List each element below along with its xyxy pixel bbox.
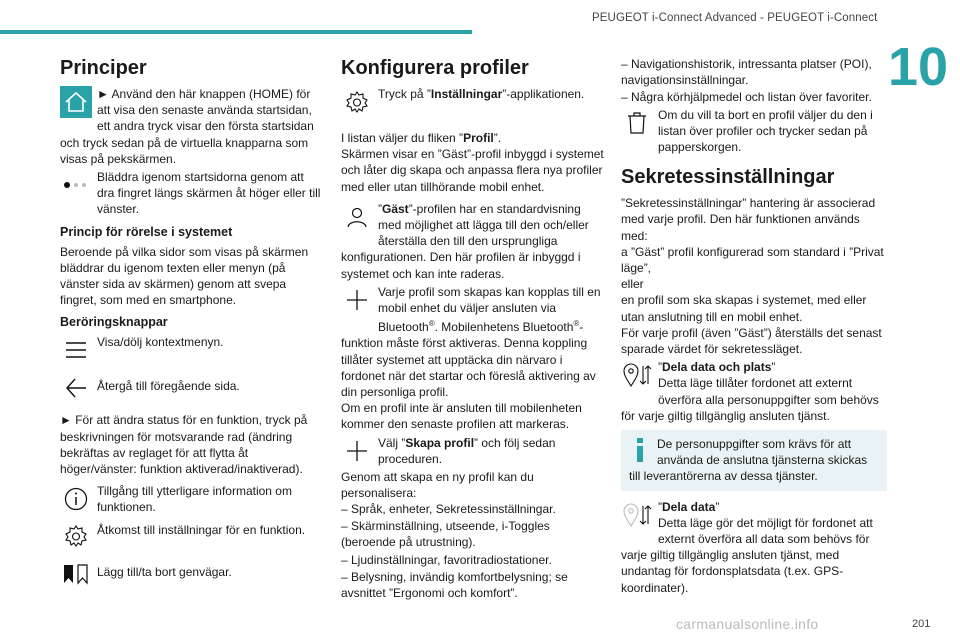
home-paragraph: ► Använd den här knappen (HOME) för att visa den senaste använda startsidan, ett andra tryck visar den första startsidan och tryck sedan på de virtuella knapparna som visas på pekskärmen. (60, 87, 314, 166)
trash-icon (621, 107, 653, 139)
info-row: Tillgång till ytterligare information om funktionen. (60, 483, 322, 515)
column-1 (60, 56, 322, 596)
profile-tab-text: I listan väljer du fliken ”Profil”. (341, 131, 502, 145)
back-arrow-icon (60, 372, 92, 404)
page-number: 201 (912, 618, 931, 630)
heading-principer: Principer (60, 57, 147, 79)
top-bar (0, 0, 960, 44)
list-item: – Språk, enheter, Sekretessinställningar. (341, 502, 556, 517)
share-data-location-paragraph: ”Dela data och plats” Detta läge tillåter fordonet att externt överföra alla personuppgifter som behövs för varje giltig tillgänglig ansluten tjänst. (621, 360, 879, 423)
home-icon (60, 86, 92, 118)
personalise-list (341, 501, 604, 601)
menu-icon (60, 334, 92, 366)
plus-icon (341, 435, 373, 467)
status-text: ► För att ändra status för en funktion, tryck på beskrivningen för motsvarande rad (ändring bekräftas av reglaget för att flytta åt höger/vänster: funktion aktiverad/inaktiverad). (60, 413, 308, 477)
delete-profile-paragraph: Om du vill ta bort en profil väljer du den i listan över profiler och trycker sedan på papperskorgen. (621, 107, 887, 156)
gear-icon (60, 520, 92, 552)
chapter-number: 10 (888, 37, 949, 97)
page-dots-icon (60, 169, 92, 201)
bookmark-icon (60, 558, 92, 590)
shortcut-row: Lägg till/ta bort genvägar. (60, 558, 322, 592)
list-item: – Belysning, invändig komfortbelysning; se avsnittet ”Ergonomi och komfort”. (341, 569, 568, 601)
settings-app-row: Tryck på ”Inställningar”-applikationen. (341, 86, 604, 122)
column-3: – Navigationshistorik, intressanta platser (POI), navigationsinställningar. – Några körhjälpmedel och listan över favoriter. Om du vill ta bort en profil väljer du den i listan över profiler och trycker sedan på papperskorgen. Sekretessinställningar ”Sekretessinställningar” hantering är associerad med varje profil. Den här funktionen används med: a ”Gäst” profil konfigurerad som standard i ”Privat läge”, eller en profil som ska skapas i systemet, med eller utan anslutning till en mobil enhet. För varje profil (även ”Gäst”) återställs det senast sparade värdet för sekretessläget. ”Dela data och plats” Detta läge tillåter fordonet att externt överföra alla personuppgifter som behövs för varje giltig tillgänglig ansluten tjänst. De personuppgifter som krävs för att använda de anslutna tjänsterna skickas till leverantörerna av dessa tjänster. ”Dela data” Detta läge gör det möjligt för fordonet att externt överföra all data som behövs för varje giltig tillgänglig ansluten tjänst, med undantag för fordonsplatsdata (t.ex. GPS-koordinater). (621, 56, 887, 596)
user-icon (341, 201, 373, 233)
list-item: – Några körhjälpmedel och listan över favoriter. (621, 90, 872, 105)
column-2 (341, 56, 604, 602)
list-item: – Skärminställning, utseende, i-Toggles (beroende på utrustning). (341, 519, 550, 550)
info-icon (60, 483, 92, 515)
guest-paragraph: ”Gäst”-profilen har en standardvisning med möjlighet att lägga till den och/eller återställa den till den ursprungliga konfigurationen. Den här profilen är inbyggd i systemet och kan inte raderas. (341, 201, 589, 281)
settings-row: Åtkomst till inställningar för en funktion. (60, 520, 322, 554)
accent-line (0, 30, 472, 34)
heading-touch-buttons: Beröringsknappar (60, 315, 168, 330)
create-profile-paragraph: Välj ”Skapa profil” och följ sedan proceduren. (341, 435, 604, 469)
heading-profiles: Konfigurera profiler (341, 57, 529, 79)
list-item: – Navigationshistorik, intressanta platser (POI), navigationsinställningar. (621, 57, 872, 88)
back-row: Återgå till föregående sida. (60, 372, 322, 406)
movement-text: Beroende på vilka sidor som visas på skärmen bläddrar du igenom texten eller menyn (på vänster sida av skärmen) genom att svepa fingret, som med en smartphone. (60, 244, 309, 308)
data-location-icon (621, 359, 653, 391)
last-profile-text: Om en profil inte är ansluten till mobilenheten kommer den senaste profilen att markeras. (341, 401, 582, 432)
bluetooth-paragraph: Varje profil som skapas kan kopplas till en mobil enhet du väljer ansluten via Bluetooth®. Mobilenhetens Bluetooth®-funktion måste först aktiveras. Denna koppling tillåter systemet att upptäcka din närvaro i fordonet när det startar och föreslå aktivering av din personliga profil. (341, 284, 601, 400)
watermark: carmanualsonline.info (676, 616, 819, 632)
menu-row: Visa/dölj kontextmenyn. (60, 334, 322, 368)
running-header: PEUGEOT i-Connect Advanced - PEUGEOT i-Connect (592, 12, 878, 24)
dots-paragraph: Bläddra igenom startsidorna genom att dra fingret längs skärmen åt höger eller till vänster. (60, 169, 322, 218)
personalise-text: Genom att skapa en ny profil kan du personalisera: (341, 469, 534, 500)
list-item: – Ljudinställningar, favoritradiostationer. (341, 552, 552, 567)
data-only-icon (621, 499, 653, 531)
heading-privacy: Sekretessinställningar (621, 166, 835, 189)
gear-icon (341, 86, 373, 118)
plus-icon (341, 284, 373, 316)
info-box: De personuppgifter som krävs för att använda de anslutna tjänsterna skickas till leverantörerna av dessa tjänster. (621, 430, 887, 491)
heading-movement: Princip för rörelse i systemet (60, 224, 233, 239)
share-data-paragraph: ”Dela data” Detta läge gör det möjligt för fordonet att externt överföra all data som behövs för varje giltig tillgänglig ansluten tjänst, med undantag för fordonsplatsdata (t.ex. GPS-koordinater). (621, 499, 873, 595)
info-i-icon (629, 436, 651, 464)
guest-intro: Skärmen visar en ”Gäst”-profil inbyggd i systemet och låter dig skapa och anpassa flera nya profiler med eller utan tillhörande mobil enhet. (341, 147, 604, 194)
